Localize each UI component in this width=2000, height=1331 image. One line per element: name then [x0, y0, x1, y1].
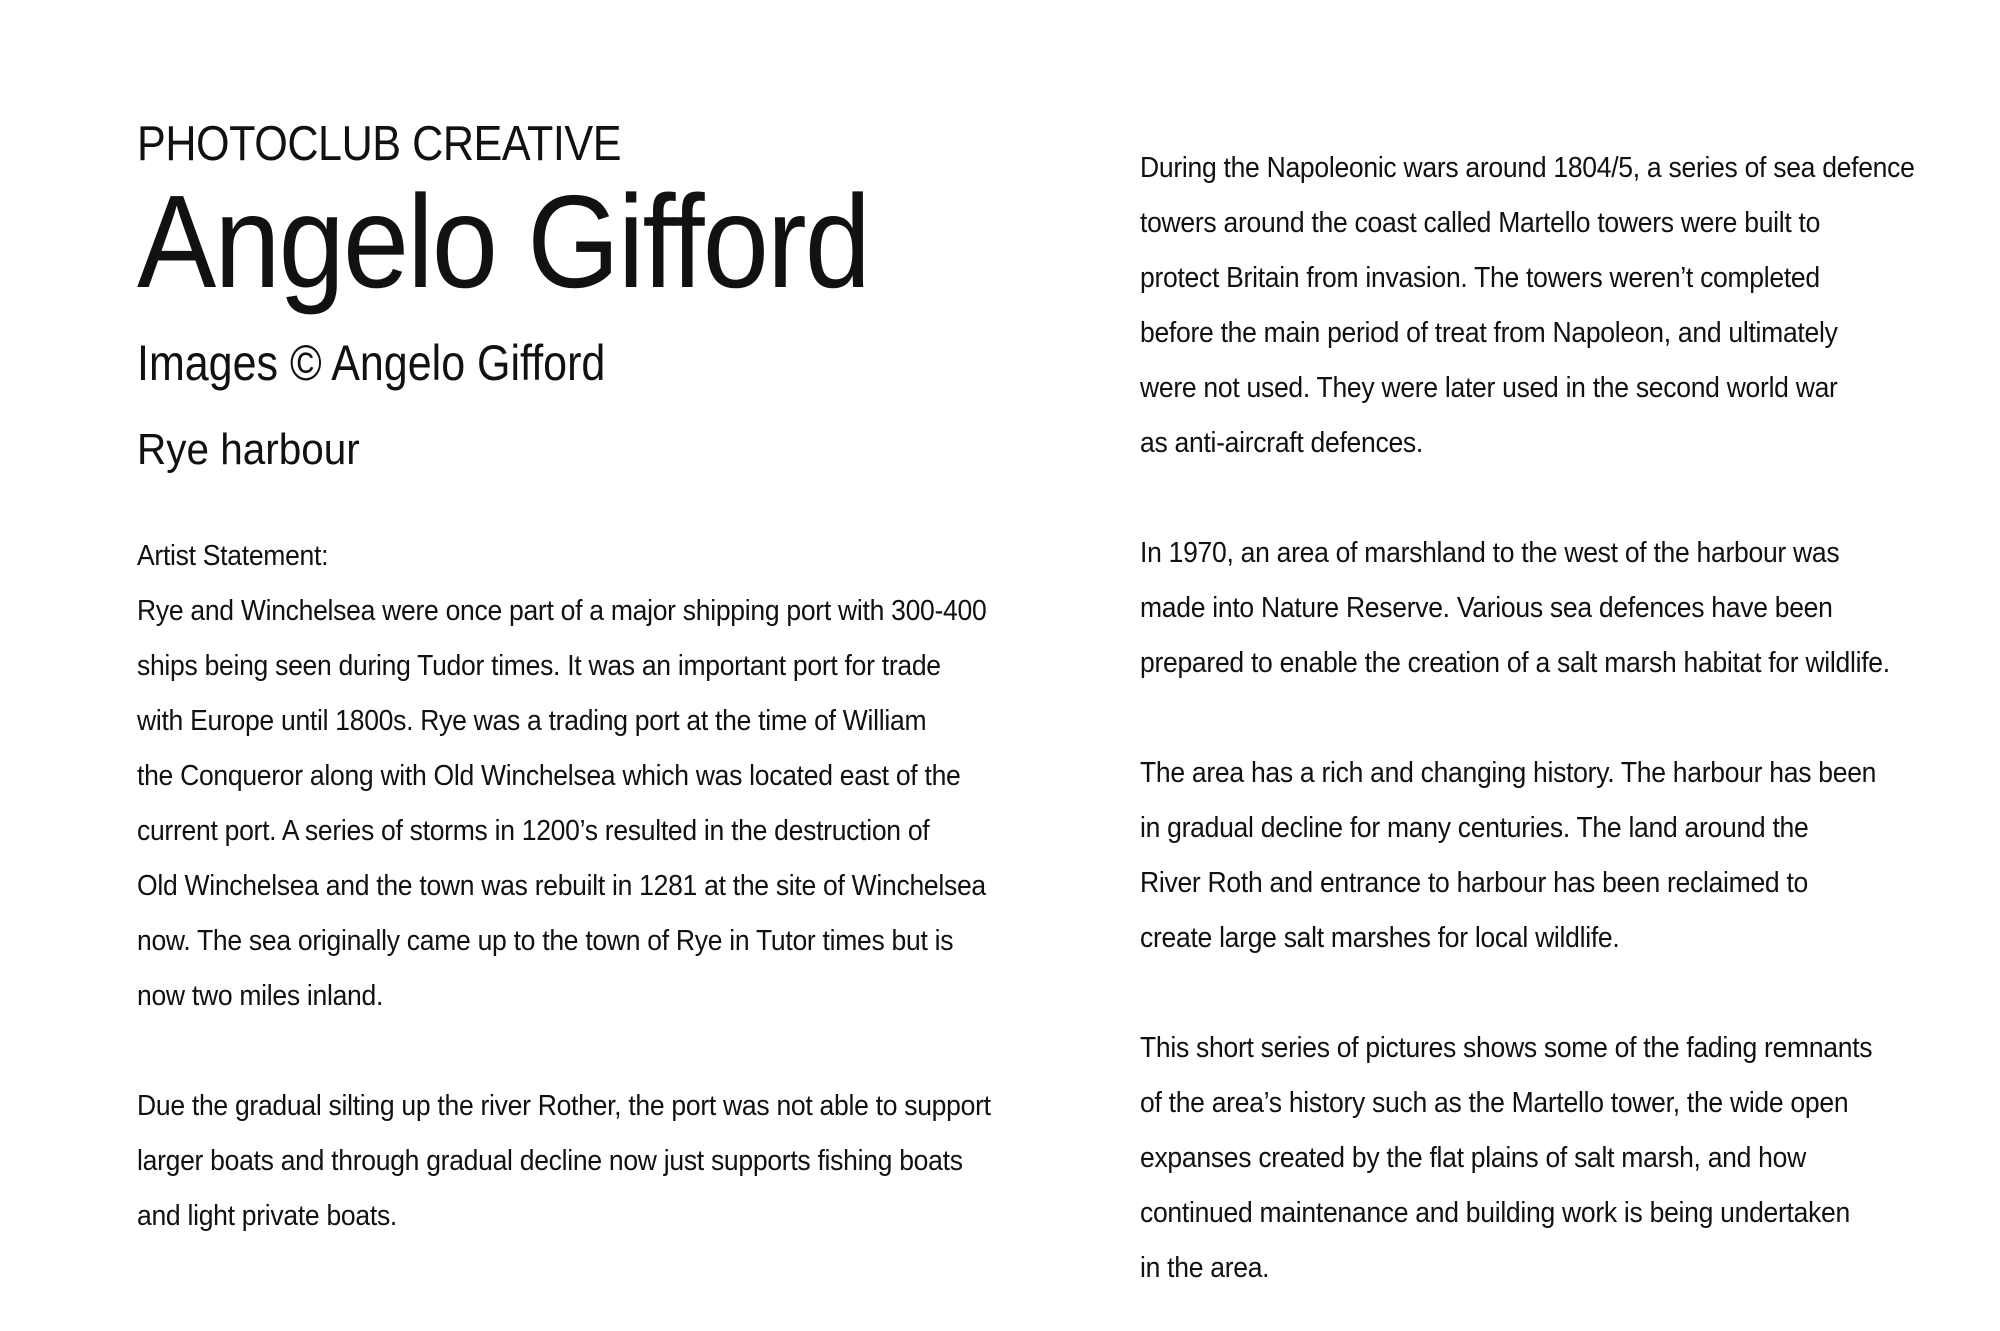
- text-line: ships being seen during Tudor times. It was an important port for trade: [137, 650, 941, 682]
- statement-paragraph-2: [137, 1079, 1097, 1244]
- text-line: the Conqueror along with Old Winchelsea which was located east of the: [137, 760, 961, 792]
- artist-statement: [137, 529, 1097, 1244]
- club-name: PHOTOCLUB CREATIVE: [137, 117, 622, 171]
- text-line: and light private boats.: [137, 1200, 398, 1232]
- text-line: The area has a rich and changing history. The harbour has been: [1140, 757, 1877, 789]
- text-line: prepared to enable the creation of a salt marsh habitat for wildlife.: [1140, 647, 1890, 679]
- statement-paragraph-3: [1140, 141, 1980, 471]
- artist-name: Angelo Gifford: [137, 168, 870, 315]
- text-line: now two miles inland.: [137, 980, 384, 1012]
- text-line: made into Nature Reserve. Various sea defences have been: [1140, 592, 1833, 624]
- text-line: River Roth and entrance to harbour has been reclaimed to: [1140, 867, 1809, 899]
- text-line: in gradual decline for many centuries. The land around the: [1140, 812, 1809, 844]
- statement-paragraph-1: [137, 529, 1097, 1024]
- text-line: Rye and Winchelsea were once part of a major shipping port with 300-400: [137, 595, 987, 627]
- text-line: larger boats and through gradual decline now just supports fishing boats: [137, 1145, 963, 1177]
- text-line: continued maintenance and building work is being undertaken: [1140, 1197, 1850, 1229]
- text-line: During the Napoleonic wars around 1804/5, a series of sea defence: [1140, 152, 1915, 184]
- text-line: of the area’s history such as the Martello tower, the wide open: [1140, 1087, 1849, 1119]
- text-line: In 1970, an area of marshland to the west of the harbour was: [1140, 537, 1840, 569]
- text-line: before the main period of treat from Napoleon, and ultimately: [1140, 317, 1838, 349]
- left-column: [137, 116, 1097, 1244]
- image-credit: Images © Angelo Gifford: [137, 335, 606, 391]
- text-line: This short series of pictures shows some of the fading remnants: [1140, 1032, 1873, 1064]
- text-line: now. The sea originally came up to the town of Rye in Tutor times but is: [137, 925, 954, 957]
- text-line: towers around the coast called Martello towers were built to: [1140, 207, 1821, 239]
- text-line: as anti-aircraft defences.: [1140, 427, 1423, 459]
- series-title: Rye harbour: [137, 425, 360, 474]
- text-line: Old Winchelsea and the town was rebuilt in 1281 at the site of Winchelsea: [137, 870, 986, 902]
- text-line: with Europe until 1800s. Rye was a trading port at the time of William: [137, 705, 927, 737]
- text-line: current port. A series of storms in 1200’s resulted in the destruction of: [137, 815, 930, 847]
- statement-label: Artist Statement:: [137, 540, 329, 572]
- text-line: were not used. They were later used in the second world war: [1140, 372, 1838, 404]
- statement-paragraph-4: [1140, 526, 1980, 691]
- text-line: in the area.: [1140, 1252, 1270, 1284]
- text-line: expanses created by the flat plains of salt marsh, and how: [1140, 1142, 1806, 1174]
- text-line: Due the gradual silting up the river Rother, the port was not able to support: [137, 1090, 991, 1122]
- text-line: create large salt marshes for local wildlife.: [1140, 922, 1620, 954]
- right-column: [1140, 141, 1980, 1296]
- statement-paragraph-5: [1140, 746, 1980, 966]
- statement-paragraph-6: [1140, 1021, 1980, 1296]
- text-line: protect Britain from invasion. The towers weren’t completed: [1140, 262, 1820, 294]
